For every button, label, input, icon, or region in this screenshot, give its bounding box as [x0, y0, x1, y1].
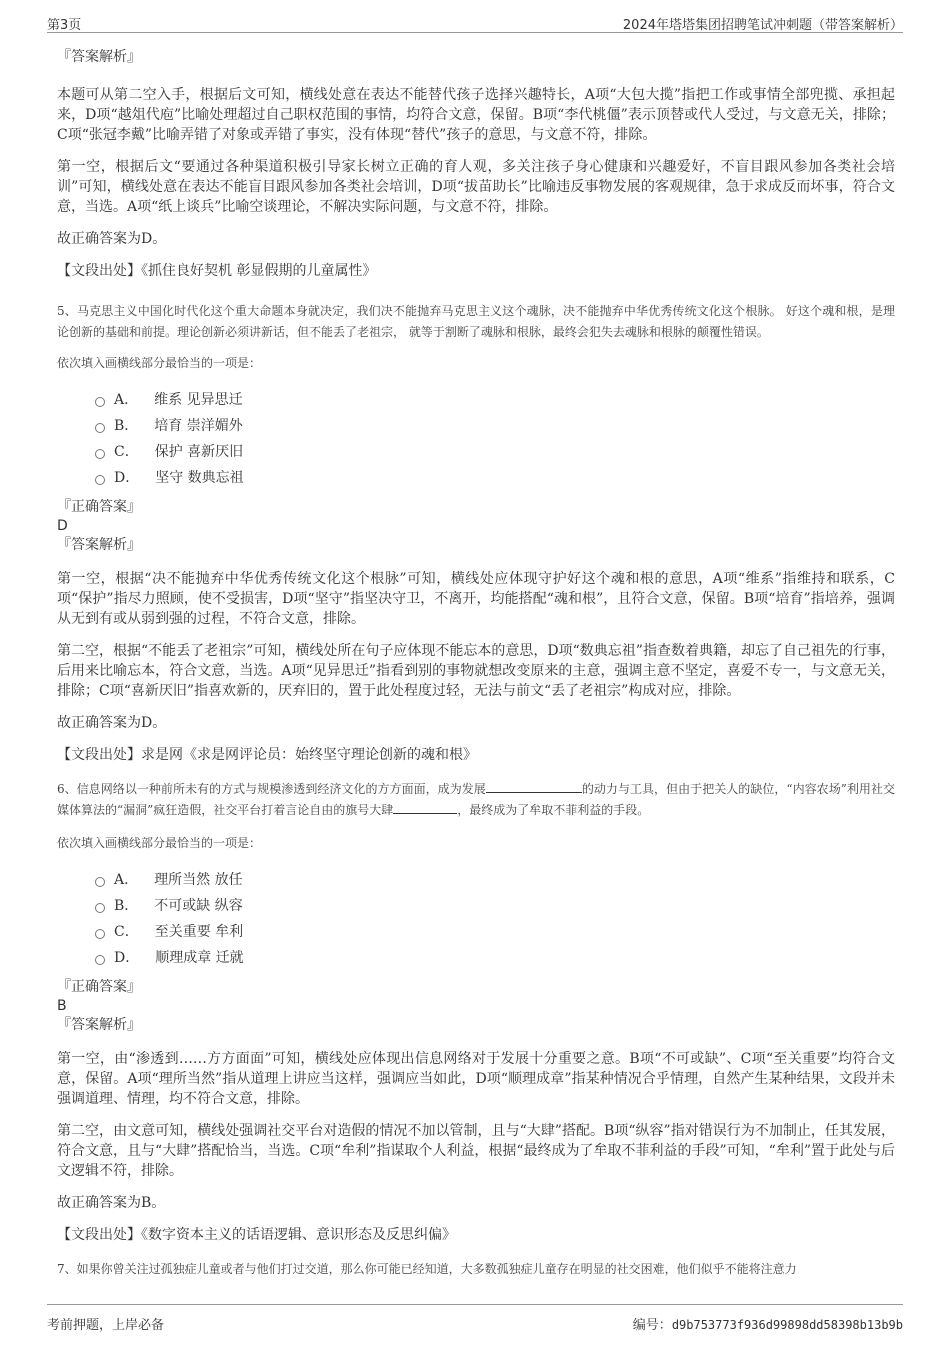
- question-stem-6: 6、信息网络以一种前所未有的方式与规模渗透到经济文化的方方面面，成为发展 的动力与工具，但由于把关人的缺位，“内容农场”利用社交媒体算法的“漏洞”疯狂造假，社交平台打着言论自由的旗号大肆 ，最终成为了牟取不菲利益的手段。: [57, 782, 895, 817]
- radio-icon[interactable]: [95, 903, 105, 913]
- analysis-paragraph: 第一空，由“渗透到……方方面面”可知，横线处应体现出信息网络对于发展十分重要之意。B项“不可或缺”、C项“至关重要”均符合文意，保留。A项“理所当然”指从道理上讲应当这样，强调应当如此，D项“顺理成章”指某种情况合乎情理，自然产生某种结果，文段并未强调道理、情理，均不符合文意，排除。: [57, 1051, 895, 1107]
- analysis-paragraph: 第一空，根据“决不能抛弃中华优秀传统文化这个根脉”可知，横线处应体现守护好这个魂和根的意思，A项“维系”指维持和联系，C项“保护”指尽力照顾，使不受损害，D项“坚守”指坚决守卫，不离开，均能搭配“魂和根”，且符合文意，保留。B项“培育”指培养，强调从无到有或从弱到强的过程，不符合文意，排除。: [57, 571, 895, 627]
- page-header: [47, 10, 903, 33]
- conclusion: 故正确答案为D。: [57, 715, 167, 731]
- correct-answer-label: 『正确答案』: [57, 499, 141, 515]
- analysis-label: 『答案解析』: [57, 1017, 141, 1033]
- conclusion: 故正确答案为B。: [57, 1195, 166, 1211]
- option-d[interactable]: D． 顺理成章 迁就: [95, 945, 895, 971]
- conclusion: 故正确答案为D。: [57, 231, 167, 247]
- analysis-paragraph: 第二空，由文意可知，横线处强调社交平台对造假的情况不加以管制，且与“大肆”搭配。B项“纵容”指对错误行为不加制止，任其发展，符合文意，且与“大肆”搭配恰当，当选。C项“牟利”指谋取个人利益，根据“最终成为了牟取不菲利益的手段”可知，“牟利”置于此处与后文逻辑不符，排除。: [57, 1123, 895, 1179]
- option-c[interactable]: C． 至关重要 牟利: [95, 919, 895, 945]
- question-prompt: 依次填入画横线部分最恰当的一项是：: [57, 356, 262, 370]
- options-q6: [57, 867, 895, 971]
- analysis-paragraph: 第一空，根据后文“要通过各种渠道积极引导家长树立正确的育人观，多关注孩子身心健康和兴趣爱好，不盲目跟风参加各类社会培训”可知，横线处意在表达不能盲目跟风参加各类社会培训，D项“拔苗助长”比喻违反事物发展的客观规律，急于求成反而坏事，符合文意，当选。A项“纸上谈兵”比喻空谈理论，不解决实际问题，与文意不符，排除。: [57, 159, 895, 215]
- analysis-label: 『答案解析』: [57, 49, 141, 65]
- option-c[interactable]: C． 保护 喜新厌旧: [95, 439, 895, 465]
- correct-answer: D: [57, 518, 68, 534]
- analysis-label: 『答案解析』: [57, 537, 141, 553]
- radio-icon[interactable]: [95, 929, 105, 939]
- radio-icon[interactable]: [95, 955, 105, 965]
- radio-icon[interactable]: [95, 877, 105, 887]
- source-citation: 【文段出处】《抓住良好契机 彰显假期的儿童属性》: [57, 263, 377, 279]
- question-prompt: 依次填入画横线部分最恰当的一项是：: [57, 836, 262, 850]
- question-stem-7-partial: 7、如果你曾关注过孤独症儿童或者与他们打过交道，那么你可能已经知道，大多数孤独症儿童存在明显的社交困难，他们似乎不能将注意力: [57, 1262, 797, 1276]
- footer-slogan: 考前押题，上岸必备: [47, 1318, 165, 1333]
- source-citation: 【文段出处】《数字资本主义的话语逻辑、意识形态及反思纠偏》: [57, 1227, 456, 1243]
- blank-1: [486, 780, 582, 793]
- correct-answer: B: [57, 998, 67, 1014]
- document-body: [57, 44, 895, 1298]
- option-a[interactable]: A． 维系 见异思迁: [95, 387, 895, 413]
- document-title: 2024年塔塔集团招聘笔试冲刺题（带答案解析）: [622, 18, 903, 33]
- correct-answer-label: 『正确答案』: [57, 979, 141, 995]
- page-footer: [47, 1304, 903, 1335]
- analysis-paragraph: 本题可从第二空入手，根据后文可知，横线处意在表达不能替代孩子选择兴趣特长，A项“大包大揽”指把工作或事情全部兜揽、承担起来，D项“越俎代庖”比喻处理超过自己职权范围的事情，均符合文意，保留。B项“李代桃僵”表示顶替或代人受过，与文意无关，排除；C项“张冠李戴”比喻弄错了对象或弄错了事实，没有体现“替代”孩子的意思，与文意不符，排除。: [57, 87, 895, 143]
- source-citation: 【文段出处】求是网《求是网评论员：始终坚守理论创新的魂和根》: [57, 747, 477, 763]
- radio-icon[interactable]: [95, 423, 105, 433]
- page-number: 第3页: [47, 18, 82, 33]
- question-stem-5: 5、马克思主义中国化时代化这个重大命题本身就决定，我们决不能抛弃马克思主义这个魂脉，决不能抛弃中华优秀传统文化这个根脉。 好这个魂和根，是理论创新的基础和前提。理论创新必须讲新话，但不能丢了老祖宗， 就等于割断了魂脉和根脉，最终会犯失去魂脉和根脉的颠覆性错误。: [57, 304, 895, 339]
- analysis-paragraph: 第二空，根据“不能丢了老祖宗”可知，横线处所在句子应体现不能忘本的意思，D项“数典忘祖”指查数着典籍，却忘了自己祖先的行事，后用来比喻忘本，符合文意，当选。A项“见异思迁”指看到别的事物就想改变原来的主意，强调主意不坚定，喜爱不专一，与文意无关，排除；C项“喜新厌旧”指喜欢新的，厌弃旧的，置于此处程度过轻，无法与前文“丢了老祖宗”构成对应，排除。: [57, 643, 895, 699]
- option-d[interactable]: D． 坚守 数典忘祖: [95, 465, 895, 491]
- radio-icon[interactable]: [95, 475, 105, 485]
- option-b[interactable]: B． 不可或缺 纵容: [95, 893, 895, 919]
- document-code: 编号：d9b753773f936d99898dd58398b13b9b: [632, 1318, 903, 1333]
- blank-2: [393, 801, 457, 814]
- radio-icon[interactable]: [95, 397, 105, 407]
- options-q5: [57, 387, 895, 491]
- option-b[interactable]: B． 培育 崇洋媚外: [95, 413, 895, 439]
- option-a[interactable]: A． 理所当然 放任: [95, 867, 895, 893]
- radio-icon[interactable]: [95, 449, 105, 459]
